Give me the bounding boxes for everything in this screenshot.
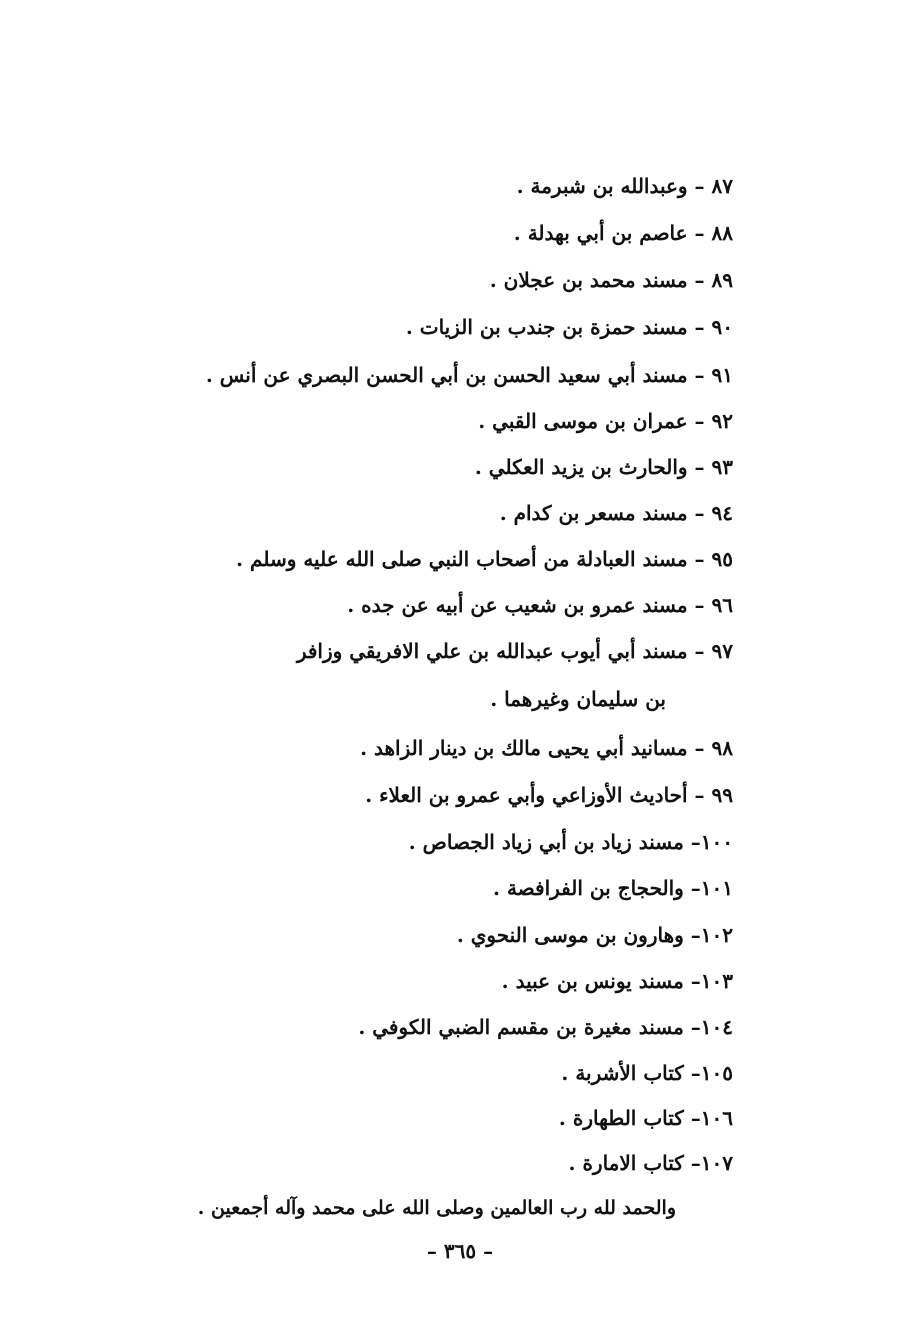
- list-item: ٩٢ – عمران بن موسى القبي .: [478, 409, 733, 433]
- closing-line: والحمد لله رب العالمين وصلى الله على محمد وآله أجمعين .: [197, 1197, 676, 1219]
- list-item: ١٠٦– كتاب الطهارة .: [558, 1106, 733, 1130]
- list-item: ١٠٥– كتاب الأشربة .: [561, 1061, 733, 1085]
- list-item: ٩٤ – مسند مسعر بن كدام .: [499, 501, 733, 525]
- list-item: ٩٨ – مسانيد أبي يحيى مالك بن دينار الزاهد .: [360, 736, 733, 760]
- list-item: ١٠٤– مسند مغيرة بن مقسم الضبي الكوفي .: [358, 1015, 733, 1039]
- list-item: ٩٠ – مسند حمزة بن جندب بن الزيات .: [405, 315, 733, 339]
- list-item: ١٠١– والحجاج بن الفرافصة .: [493, 876, 733, 900]
- list-item: ١٠٧– كتاب الامارة .: [568, 1151, 733, 1175]
- page-number: – ٣٦٥ –: [426, 1239, 494, 1263]
- list-item: ٩١ – مسند أبي سعيد الحسن بن أبي الحسن البصري عن أنس .: [205, 363, 733, 387]
- list-item: ٩٣ – والحارث بن يزيد العكلي .: [474, 455, 733, 479]
- list-item: ١٠٢– وهارون بن موسى النحوي .: [456, 923, 733, 947]
- list-item: ٨٩ – مسند محمد بن عجلان .: [489, 268, 733, 292]
- list-item: ٨٧ – وعبدالله بن شبرمة .: [516, 174, 733, 198]
- list-item: ٩٥ – مسند العبادلة من أصحاب النبي صلى الله عليه وسلم .: [236, 547, 733, 571]
- list-item: ٩٧ – مسند أبي أيوب عبدالله بن علي الافريقي وزافر: [296, 639, 733, 663]
- list-item: ١٠٠– مسند زياد بن أبي زياد الجصاص .: [408, 830, 733, 854]
- list-item: ٩٩ – أحاديث الأوزاعي وأبي عمرو بن العلاء .: [365, 783, 733, 807]
- list-item-continuation: بن سليمان وغيرهما .: [490, 687, 666, 711]
- list-item: ٨٨ – عاصم بن أبي بهدلة .: [513, 221, 733, 245]
- list-item: ٩٦ – مسند عمرو بن شعيب عن أبيه عن جده .: [347, 593, 733, 617]
- list-item: ١٠٣– مسند يونس بن عبيد .: [501, 969, 733, 993]
